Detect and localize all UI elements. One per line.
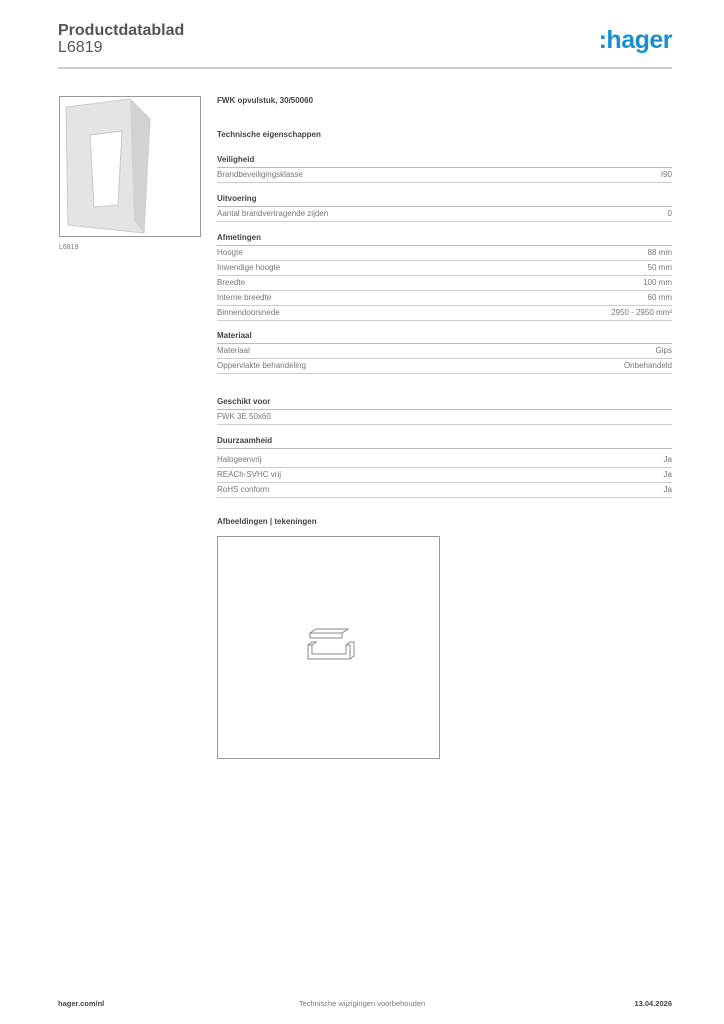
section-title: Veiligheid xyxy=(217,155,672,168)
footer-site: hager.com/nl xyxy=(58,999,105,1008)
table-row xyxy=(217,168,672,183)
section-afmetingen xyxy=(217,233,672,321)
table-row xyxy=(217,410,672,425)
section-title: Afmetingen xyxy=(217,233,672,246)
section-title: Geschikt voor xyxy=(217,397,672,410)
row-label: Halogeenvrij xyxy=(217,455,262,464)
page-title: Productdatablad xyxy=(58,22,185,39)
row-label: Oppervlakte behandeling xyxy=(217,361,306,370)
table-row xyxy=(217,468,672,483)
hager-logo: :hager xyxy=(598,26,672,54)
table-row xyxy=(217,276,672,291)
row-value: 0 xyxy=(667,209,672,218)
row-label: Materiaal xyxy=(217,346,250,355)
row-value: Onbehandeld xyxy=(623,361,672,370)
row-value: 88 mm xyxy=(647,248,672,257)
row-value: I90 xyxy=(660,170,672,179)
table-row xyxy=(217,483,672,498)
table-row xyxy=(217,291,672,306)
table-row xyxy=(217,306,672,321)
header-divider xyxy=(58,67,672,69)
row-label: Hoogte xyxy=(217,248,243,257)
photo-caption: L6819 xyxy=(59,244,79,251)
row-label: Binnendoorsnede xyxy=(217,308,280,317)
row-label: Inwendige hoogte xyxy=(217,263,281,272)
row-value: 50 mm xyxy=(647,263,672,272)
section-geschikt-voor xyxy=(217,397,672,425)
row-value: 100 mm xyxy=(643,278,672,287)
section-veiligheid xyxy=(217,155,672,183)
technical-drawing xyxy=(217,536,440,759)
row-label: RoHS conform xyxy=(217,485,270,494)
footer-note: Technische wijzigingen voorbehouden xyxy=(298,999,426,1008)
table-row xyxy=(217,359,672,374)
table-row xyxy=(217,453,672,468)
images-title: Afbeeldingen | tekeningen xyxy=(217,517,317,526)
section-title: Uitvoering xyxy=(217,194,672,207)
table-row xyxy=(217,246,672,261)
row-label: Interne breedte xyxy=(217,293,272,302)
row-label: Brandbeveiligingsklasse xyxy=(217,170,303,179)
table-row xyxy=(217,261,672,276)
product-name: FWK opvulstuk, 30/50060 xyxy=(217,96,314,105)
row-label: Aantal brandvertragende zijden xyxy=(217,209,329,218)
row-value: Ja xyxy=(663,470,672,479)
footer-date: 13.04.2026 xyxy=(634,999,672,1008)
row-value: Ja xyxy=(663,485,672,494)
product-code: L6819 xyxy=(58,39,103,56)
row-label: REACh-SVHC vrij xyxy=(217,470,282,479)
section-title: Materiaal xyxy=(217,331,672,344)
section-title: Duurzaamheid xyxy=(217,436,672,449)
section-duurzaamheid xyxy=(217,436,672,498)
table-row xyxy=(217,344,672,359)
row-value: 2950 - 2950 mm² xyxy=(611,308,672,317)
section-materiaal xyxy=(217,331,672,374)
row-value: 60 mm xyxy=(647,293,672,302)
section-uitvoering xyxy=(217,194,672,222)
row-value: Ja xyxy=(663,455,672,464)
row-label: Breedte xyxy=(217,278,246,287)
row-value: Gips xyxy=(655,346,672,355)
table-row xyxy=(217,207,672,222)
row-label: FWK 3E 50x60 xyxy=(217,412,271,421)
product-photo xyxy=(59,96,201,237)
tech-title: Technische eigenschappen xyxy=(217,130,321,139)
